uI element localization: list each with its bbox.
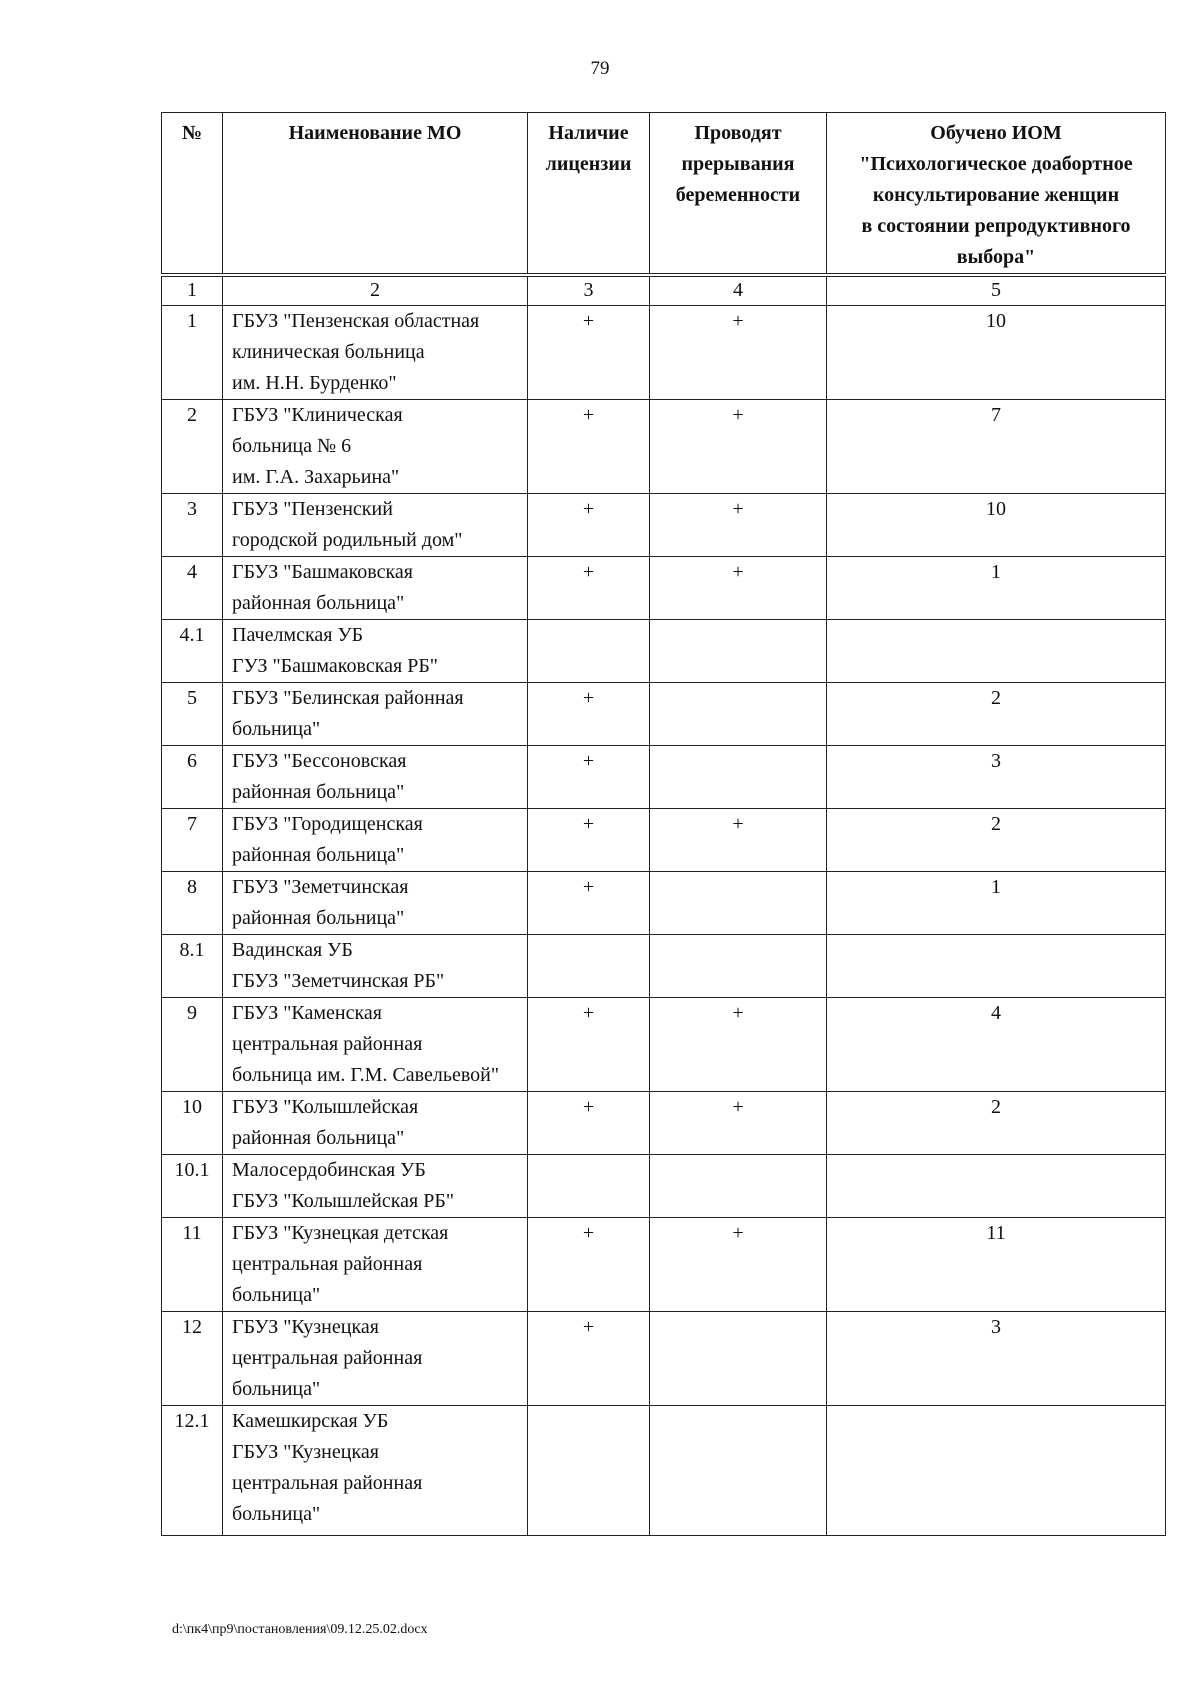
- trained-count-cell: [827, 620, 1166, 683]
- table-row: [162, 746, 1166, 809]
- page-number: 79: [590, 58, 610, 79]
- table-row: [162, 683, 1166, 746]
- abortions-cell: [650, 1406, 827, 1536]
- license-cell: [528, 620, 650, 683]
- row-number-cell: 10.1: [162, 1155, 223, 1218]
- organization-name-cell: ГБУЗ "Колышлейская районная больница": [223, 1092, 528, 1155]
- abortions-cell: [650, 872, 827, 935]
- license-cell: +: [528, 400, 650, 494]
- license-cell: [528, 1155, 650, 1218]
- organization-name-cell: ГБУЗ "Кузнецкая центральная районная больница": [223, 1312, 528, 1406]
- trained-count-cell: 2: [827, 683, 1166, 746]
- license-cell: +: [528, 872, 650, 935]
- trained-count-cell: 7: [827, 400, 1166, 494]
- abortions-cell: +: [650, 557, 827, 620]
- trained-count-cell: 1: [827, 557, 1166, 620]
- organization-name-cell: ГБУЗ "Бессоновская районная больница": [223, 746, 528, 809]
- trained-count-cell: 10: [827, 306, 1166, 400]
- license-cell: +: [528, 998, 650, 1092]
- medical-organizations-table: [161, 112, 1166, 1536]
- table-row: [162, 1155, 1166, 1218]
- row-number-cell: 2: [162, 400, 223, 494]
- license-cell: [528, 935, 650, 998]
- table-row: [162, 809, 1166, 872]
- column-number: 5: [827, 275, 1166, 306]
- header-name: Наименование МО: [223, 113, 528, 276]
- organization-name-cell: ГБУЗ "Пензенский городской родильный дом": [223, 494, 528, 557]
- table-row: [162, 1218, 1166, 1312]
- abortions-cell: [650, 935, 827, 998]
- table-row: [162, 872, 1166, 935]
- trained-count-cell: 10: [827, 494, 1166, 557]
- header-trained: Обучено ИОМ "Психологическое доабортное консультирование женщин в состоянии репродуктивного выбора": [827, 113, 1166, 276]
- license-cell: +: [528, 494, 650, 557]
- row-number-cell: 7: [162, 809, 223, 872]
- license-cell: +: [528, 557, 650, 620]
- trained-count-cell: 11: [827, 1218, 1166, 1312]
- table-header-row: [162, 113, 1166, 276]
- trained-count-cell: 2: [827, 1092, 1166, 1155]
- organization-name-cell: ГБУЗ "Кузнецкая детская центральная районная больница": [223, 1218, 528, 1312]
- abortions-cell: +: [650, 494, 827, 557]
- row-number-cell: 12: [162, 1312, 223, 1406]
- organization-name-cell: ГБУЗ "Клиническая больница № 6 им. Г.А. Захарьина": [223, 400, 528, 494]
- organization-name-cell: Пачелмская УБ ГУЗ "Башмаковская РБ": [223, 620, 528, 683]
- organization-name-cell: ГБУЗ "Каменская центральная районная больница им. Г.М. Савельевой": [223, 998, 528, 1092]
- column-number-row: [162, 275, 1166, 306]
- organization-name-cell: ГБУЗ "Земетчинская районная больница": [223, 872, 528, 935]
- license-cell: [528, 1406, 650, 1536]
- column-number: 3: [528, 275, 650, 306]
- column-number: 4: [650, 275, 827, 306]
- row-number-cell: 5: [162, 683, 223, 746]
- abortions-cell: +: [650, 306, 827, 400]
- header-num: №: [162, 113, 223, 276]
- row-number-cell: 8: [162, 872, 223, 935]
- row-number-cell: 6: [162, 746, 223, 809]
- license-cell: +: [528, 809, 650, 872]
- row-number-cell: 4.1: [162, 620, 223, 683]
- table-row: [162, 1092, 1166, 1155]
- license-cell: +: [528, 1218, 650, 1312]
- row-number-cell: 12.1: [162, 1406, 223, 1536]
- abortions-cell: [650, 746, 827, 809]
- organization-name-cell: ГБУЗ "Белинская районная больница": [223, 683, 528, 746]
- trained-count-cell: [827, 1406, 1166, 1536]
- column-number: 1: [162, 275, 223, 306]
- table-row: [162, 306, 1166, 400]
- table-row: [162, 935, 1166, 998]
- trained-count-cell: [827, 1155, 1166, 1218]
- row-number-cell: 4: [162, 557, 223, 620]
- abortions-cell: [650, 1312, 827, 1406]
- abortions-cell: +: [650, 1092, 827, 1155]
- abortions-cell: +: [650, 1218, 827, 1312]
- row-number-cell: 1: [162, 306, 223, 400]
- trained-count-cell: 3: [827, 746, 1166, 809]
- trained-count-cell: [827, 935, 1166, 998]
- organization-name-cell: ГБУЗ "Башмаковская районная больница": [223, 557, 528, 620]
- abortions-cell: [650, 620, 827, 683]
- header-license: Наличие лицензии: [528, 113, 650, 276]
- organization-name-cell: Камешкирская УБ ГБУЗ "Кузнецкая центральная районная больница": [223, 1406, 528, 1536]
- footer-file-path: d:\пк4\пр9\постановления\09.12.25.02.docx: [172, 1622, 428, 1637]
- column-number: 2: [223, 275, 528, 306]
- table-row: [162, 494, 1166, 557]
- abortions-cell: +: [650, 400, 827, 494]
- trained-count-cell: 1: [827, 872, 1166, 935]
- row-number-cell: 8.1: [162, 935, 223, 998]
- table-row: [162, 1406, 1166, 1536]
- organization-name-cell: ГБУЗ "Пензенская областная клиническая больница им. Н.Н. Бурденко": [223, 306, 528, 400]
- trained-count-cell: 2: [827, 809, 1166, 872]
- table-row: [162, 557, 1166, 620]
- table-row: [162, 1312, 1166, 1406]
- header-abortions: Проводят прерывания беременности: [650, 113, 827, 276]
- abortions-cell: [650, 683, 827, 746]
- table-row: [162, 620, 1166, 683]
- trained-count-cell: 4: [827, 998, 1166, 1092]
- row-number-cell: 11: [162, 1218, 223, 1312]
- license-cell: +: [528, 746, 650, 809]
- abortions-cell: +: [650, 998, 827, 1092]
- row-number-cell: 3: [162, 494, 223, 557]
- table-row: [162, 400, 1166, 494]
- organization-name-cell: Малосердобинская УБ ГБУЗ "Колышлейская РБ": [223, 1155, 528, 1218]
- organization-name-cell: ГБУЗ "Городищенская районная больница": [223, 809, 528, 872]
- abortions-cell: +: [650, 809, 827, 872]
- organization-name-cell: Вадинская УБ ГБУЗ "Земетчинская РБ": [223, 935, 528, 998]
- license-cell: +: [528, 1092, 650, 1155]
- abortions-cell: [650, 1155, 827, 1218]
- license-cell: +: [528, 683, 650, 746]
- license-cell: +: [528, 1312, 650, 1406]
- trained-count-cell: 3: [827, 1312, 1166, 1406]
- table-row: [162, 998, 1166, 1092]
- row-number-cell: 9: [162, 998, 223, 1092]
- license-cell: +: [528, 306, 650, 400]
- row-number-cell: 10: [162, 1092, 223, 1155]
